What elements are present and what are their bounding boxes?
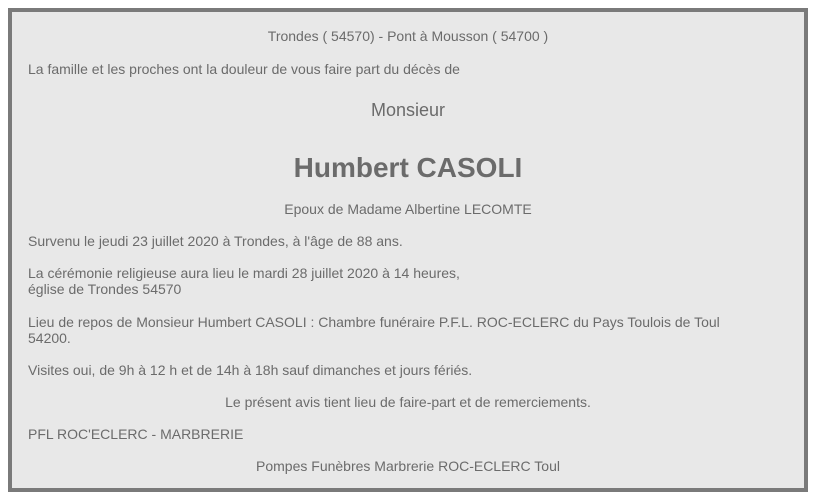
- visits-line: Visites oui, de 9h à 12 h et de 14h à 18h sauf dimanches et jours fériés.: [28, 362, 473, 378]
- location-line: Trondes ( 54570) - Pont à Mousson ( 54700 ): [267, 28, 549, 44]
- death-line: Survenu le jeudi 23 juillet 2020 à Trondes, à l'âge de 88 ans.: [28, 233, 403, 249]
- ceremony-line-1: La cérémonie religieuse aura lieu le mardi 28 juillet 2020 à 14 heures,: [28, 265, 460, 281]
- spouse-line: Epoux de Madame Albertine LECOMTE: [284, 201, 532, 217]
- honorific: Monsieur: [370, 100, 446, 120]
- thanks-line: Le présent avis tient lieu de faire-part et de remerciements.: [225, 394, 591, 410]
- company-line: PFL ROC'ECLERC - MARBRERIE: [28, 426, 244, 442]
- rest-place-block: [28, 314, 788, 346]
- rest-place-line-2: 54200.: [28, 330, 71, 346]
- obituary-notice: [8, 8, 808, 492]
- deceased-name: Humbert CASOLI: [293, 152, 523, 183]
- rest-place-line-1: Lieu de repos de Monsieur Humbert CASOLI : Chambre funéraire P.F.L. ROC-ECLERC du Pays Toulois de Toul: [28, 314, 720, 330]
- intro-text: La famille et les proches ont la douleur de vous faire part du décès de: [28, 61, 460, 77]
- ceremony-block: [28, 265, 788, 297]
- footer-line: Pompes Funèbres Marbrerie ROC-ECLERC Toul: [256, 458, 560, 474]
- ceremony-line-2: église de Trondes 54570: [28, 281, 182, 297]
